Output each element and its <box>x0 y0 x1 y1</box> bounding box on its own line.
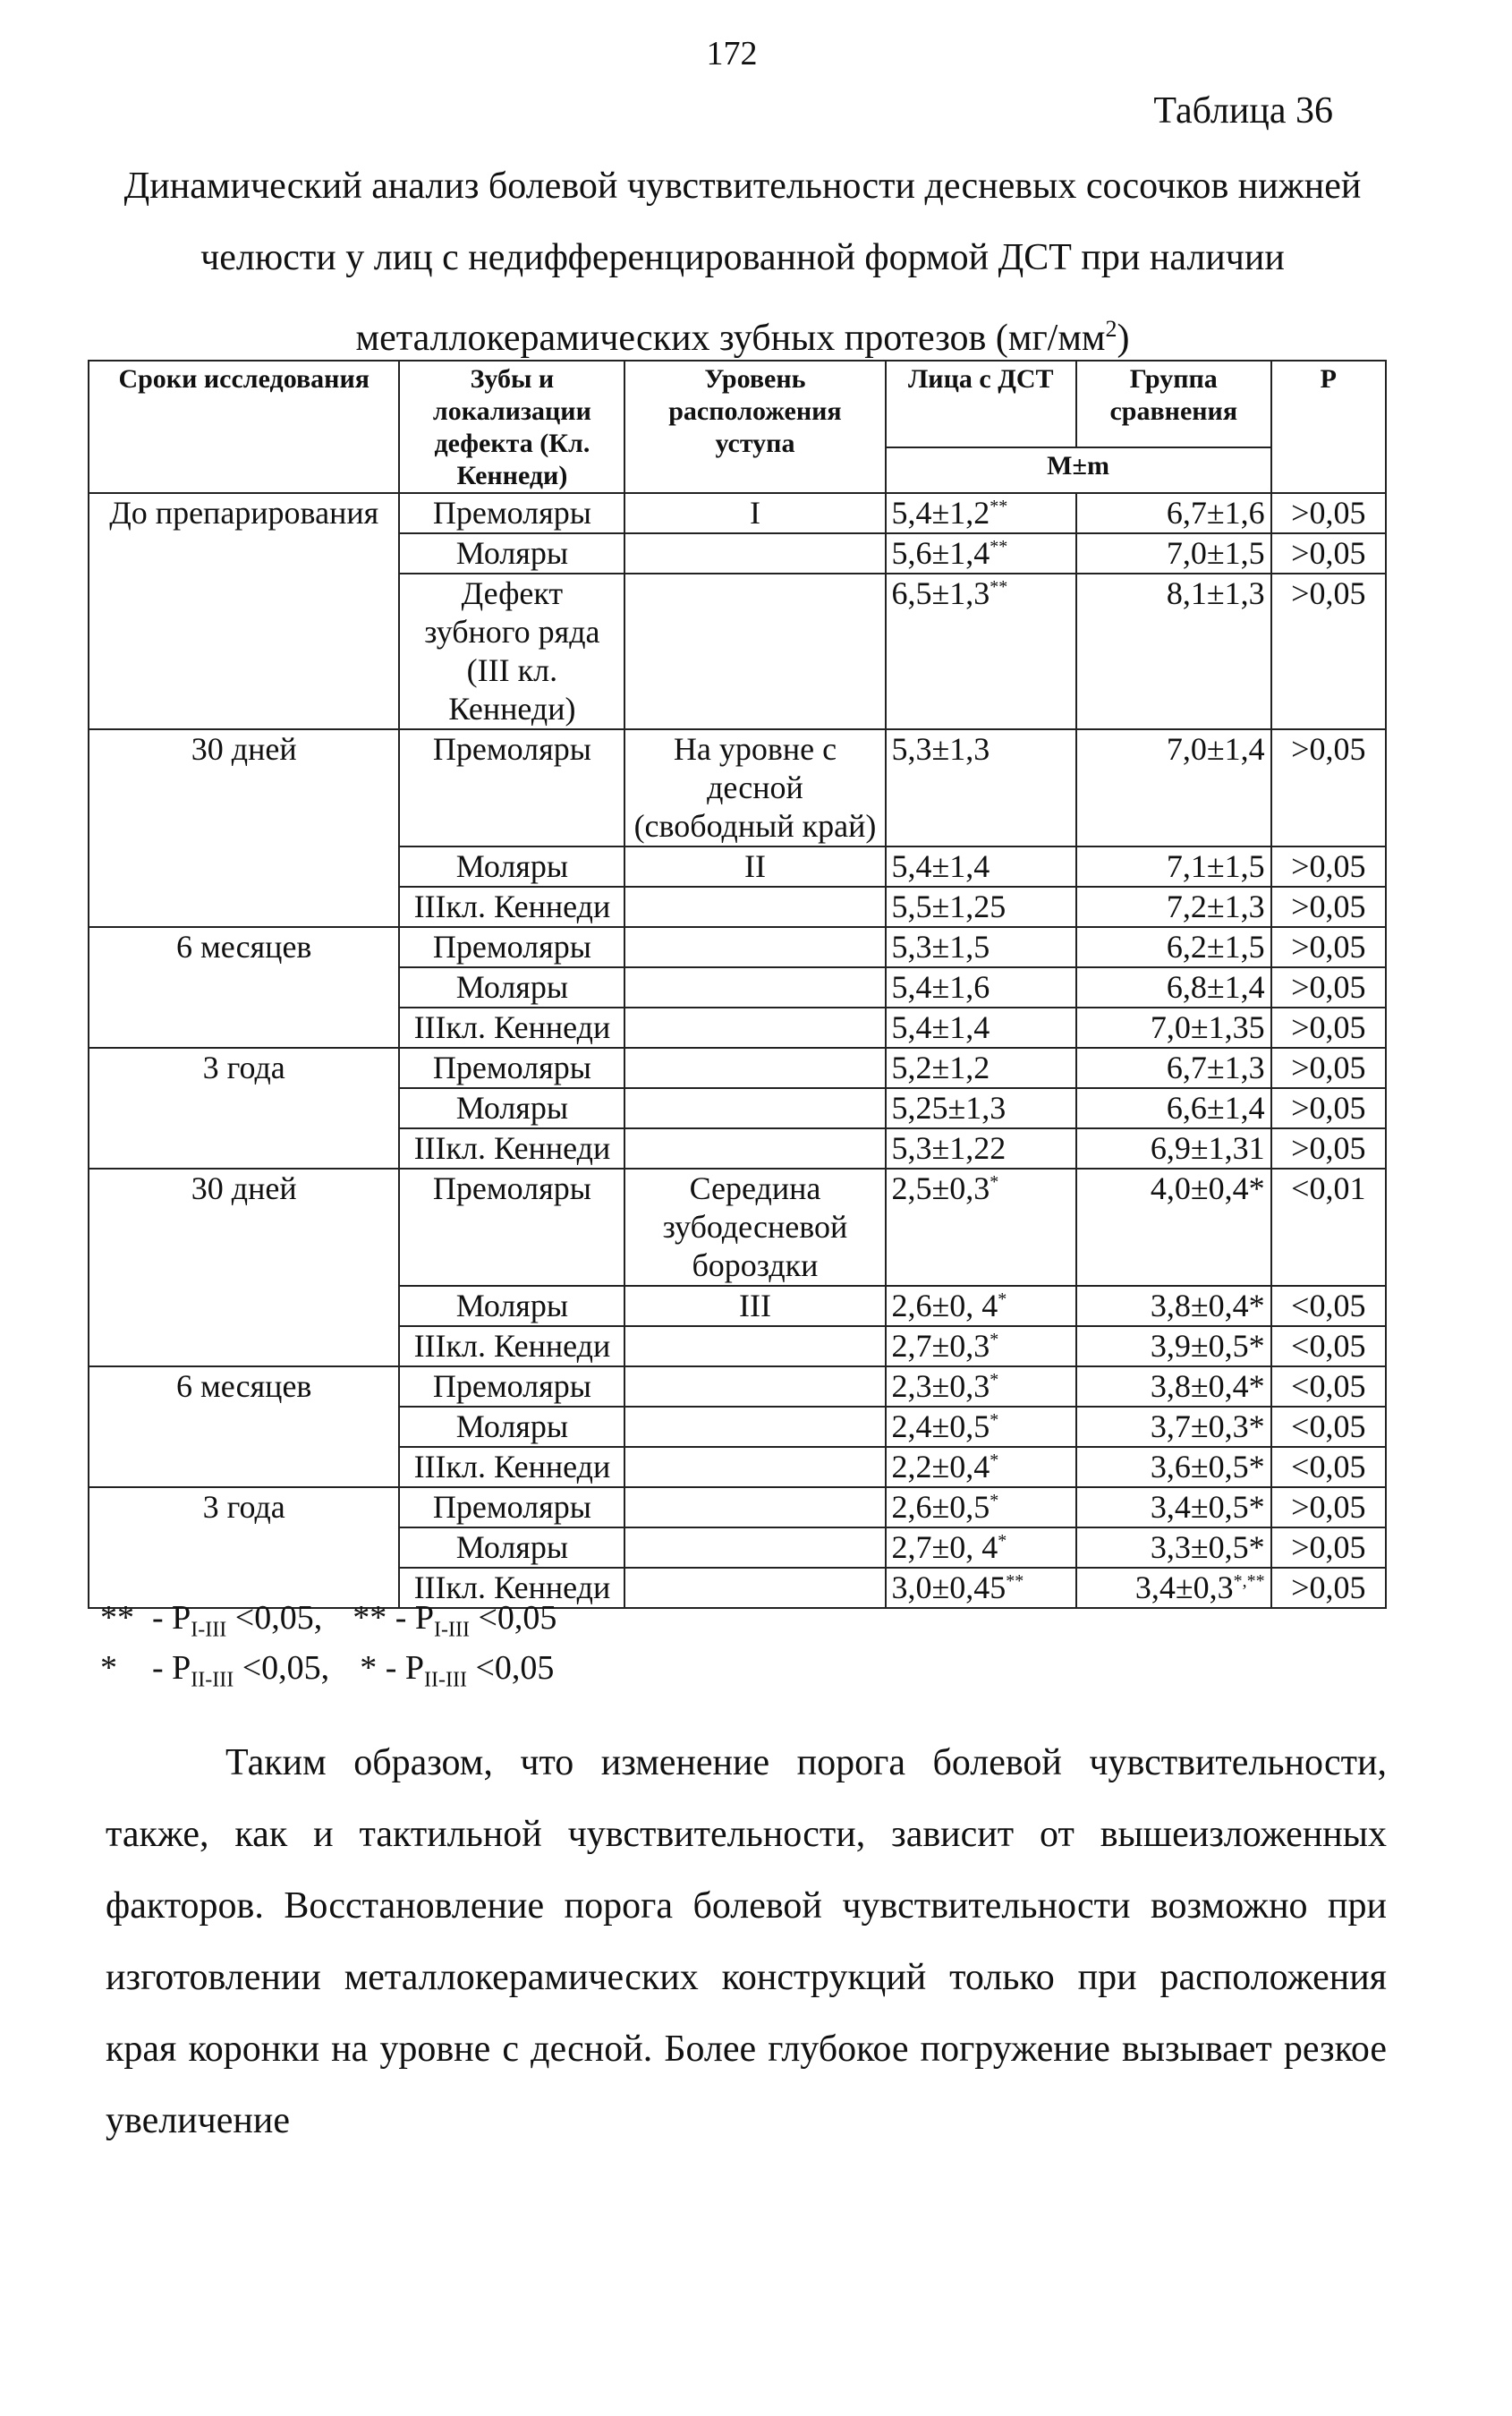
header-teeth: Зубы и локализации дефекта (Кл. Кеннеди) <box>399 361 624 493</box>
cell-teeth: Моляры <box>399 967 624 1008</box>
footnote-line <box>100 1643 556 1693</box>
cell-compare-value: 3,9±0,5* <box>1150 1328 1265 1364</box>
cell-compare <box>1076 729 1271 846</box>
footnote-text: <0,05 <box>466 1649 555 1687</box>
table-row <box>89 927 1386 967</box>
cell-dst-value: 3,0±0,45 <box>891 1570 1007 1605</box>
cell-dst <box>886 967 1076 1008</box>
cell-dst <box>886 927 1076 967</box>
cell-dst-mark: * <box>990 1410 999 1430</box>
cell-compare-value: 6,8±1,4 <box>1166 969 1265 1005</box>
cell-teeth: IIIкл. Кеннеди <box>399 1447 624 1487</box>
cell-p: <0,05 <box>1271 1447 1386 1487</box>
cell-level <box>624 1128 885 1169</box>
table-row <box>89 493 1386 533</box>
cell-dst <box>886 1048 1076 1088</box>
cell-dst <box>886 1447 1076 1487</box>
cell-compare-value: 7,0±1,5 <box>1166 535 1265 571</box>
cell-teeth: Моляры <box>399 1286 624 1326</box>
cell-level <box>624 1008 885 1048</box>
cell-level <box>624 1366 885 1407</box>
cell-dst-value: 6,5±1,3 <box>891 575 990 611</box>
cell-dst <box>886 493 1076 533</box>
body-text <box>106 1727 1387 2157</box>
cell-compare <box>1076 1128 1271 1169</box>
cell-compare <box>1076 967 1271 1008</box>
cell-p: >0,05 <box>1271 967 1386 1008</box>
cell-dst-value: 5,4±1,6 <box>891 969 990 1005</box>
cell-compare-value: 3,6±0,5* <box>1150 1449 1265 1484</box>
cell-dst-mark: * <box>990 1172 999 1192</box>
cell-dst-mark: * <box>990 1330 999 1349</box>
cell-dst <box>886 1487 1076 1527</box>
cell-level <box>624 533 885 574</box>
cell-p: <0,05 <box>1271 1286 1386 1326</box>
cell-p: >0,05 <box>1271 1088 1386 1128</box>
cell-term: 3 года <box>89 1048 399 1169</box>
cell-compare-value: 3,7±0,3* <box>1150 1408 1265 1444</box>
cell-compare <box>1076 1527 1271 1568</box>
cell-compare-value: 8,1±1,3 <box>1166 575 1265 611</box>
cell-dst-value: 5,4±1,2 <box>891 495 990 531</box>
cell-compare <box>1076 1008 1271 1048</box>
footnotes <box>100 1593 556 1693</box>
table-row <box>89 1366 1386 1407</box>
cell-dst <box>886 1008 1076 1048</box>
cell-compare-value: 7,1±1,5 <box>1166 848 1265 884</box>
cell-compare-value: 6,2±1,5 <box>1166 929 1265 965</box>
cell-level <box>624 574 885 729</box>
footnote-sub: II-III <box>191 1668 234 1692</box>
cell-dst-mark: * <box>990 1370 999 1390</box>
data-table <box>88 360 1387 1609</box>
cell-term: 30 дней <box>89 729 399 927</box>
footnote-text: <0,05, <box>226 1599 323 1637</box>
footnote-text: - P <box>152 1649 191 1687</box>
footnote-text: - P <box>395 1599 434 1637</box>
cell-compare <box>1076 1048 1271 1088</box>
cell-p: >0,05 <box>1271 1048 1386 1088</box>
cell-teeth: IIIкл. Кеннеди <box>399 1128 624 1169</box>
cell-teeth: Премоляры <box>399 729 624 846</box>
cell-teeth: IIIкл. Кеннеди <box>399 887 624 927</box>
cell-dst <box>886 1088 1076 1128</box>
cell-teeth: Моляры <box>399 1527 624 1568</box>
header-p: P <box>1271 361 1386 493</box>
cell-p: <0,05 <box>1271 1326 1386 1366</box>
cell-compare <box>1076 1407 1271 1447</box>
footnote-mark: * <box>360 1649 378 1687</box>
table-label: Таблица 36 <box>1153 90 1333 132</box>
page-number: 172 <box>706 35 758 72</box>
cell-dst <box>886 1366 1076 1407</box>
cell-p: >0,05 <box>1271 729 1386 846</box>
cell-level <box>624 1048 885 1088</box>
cell-dst <box>886 1128 1076 1169</box>
cell-p: >0,05 <box>1271 533 1386 574</box>
cell-teeth: Премоляры <box>399 1169 624 1286</box>
cell-compare <box>1076 533 1271 574</box>
footnote-text: <0,05 <box>469 1599 557 1637</box>
cell-teeth: Премоляры <box>399 493 624 533</box>
cell-term: 3 года <box>89 1487 399 1608</box>
cell-compare-value: 6,9±1,31 <box>1150 1130 1265 1166</box>
cell-teeth: IIIкл. Кеннеди <box>399 1568 624 1608</box>
cell-dst-mark: * <box>998 1531 1007 1551</box>
cell-p: >0,05 <box>1271 1128 1386 1169</box>
cell-dst-mark: ** <box>990 577 1008 597</box>
cell-dst <box>886 574 1076 729</box>
cell-compare <box>1076 927 1271 967</box>
cell-dst-value: 5,3±1,5 <box>891 929 990 965</box>
cell-compare-value: 6,6±1,4 <box>1166 1090 1265 1126</box>
cell-dst-value: 2,7±0, 4 <box>891 1529 998 1565</box>
footnote-sub: I-III <box>434 1618 470 1642</box>
cell-compare-value: 3,4±0,3 <box>1134 1570 1234 1605</box>
cell-p: <0,05 <box>1271 1407 1386 1447</box>
cell-dst <box>886 1407 1076 1447</box>
cell-level <box>624 1527 885 1568</box>
cell-compare <box>1076 1326 1271 1366</box>
cell-dst-mark: ** <box>990 537 1008 557</box>
cell-teeth: Моляры <box>399 1407 624 1447</box>
cell-compare <box>1076 1088 1271 1128</box>
cell-term: 6 месяцев <box>89 927 399 1048</box>
cell-dst-mark: * <box>990 1491 999 1510</box>
header-dst: Лица с ДСТ <box>886 361 1076 447</box>
cell-compare-value: 3,3±0,5* <box>1150 1529 1265 1565</box>
cell-compare-value: 3,8±0,4* <box>1150 1288 1265 1323</box>
cell-dst <box>886 887 1076 927</box>
cell-term: 30 дней <box>89 1169 399 1366</box>
cell-dst <box>886 1326 1076 1366</box>
cell-term: 6 месяцев <box>89 1366 399 1487</box>
cell-dst-value: 5,4±1,4 <box>891 848 990 884</box>
cell-p: <0,05 <box>1271 1366 1386 1407</box>
cell-dst-mark: ** <box>990 497 1008 516</box>
cell-dst <box>886 1169 1076 1286</box>
cell-compare <box>1076 493 1271 533</box>
cell-dst <box>886 1568 1076 1608</box>
table-row <box>89 1169 1386 1286</box>
cell-teeth: Моляры <box>399 533 624 574</box>
cell-compare <box>1076 574 1271 729</box>
cell-dst-mark: * <box>998 1289 1007 1309</box>
cell-compare <box>1076 1169 1271 1286</box>
footnote-text: - P <box>385 1649 424 1687</box>
cell-compare <box>1076 1447 1271 1487</box>
cell-p: >0,05 <box>1271 846 1386 887</box>
cell-term: До препарирования <box>89 493 399 729</box>
cell-dst <box>886 1286 1076 1326</box>
cell-compare-value: 7,2±1,3 <box>1166 889 1265 924</box>
cell-dst <box>886 533 1076 574</box>
table-title <box>89 150 1396 374</box>
cell-dst-value: 2,7±0,3 <box>891 1328 990 1364</box>
cell-level <box>624 1447 885 1487</box>
cell-dst-value: 5,4±1,4 <box>891 1009 990 1045</box>
cell-compare <box>1076 1568 1271 1608</box>
cell-level: Середина зубодесневой бороздки <box>624 1169 885 1286</box>
cell-dst-value: 5,2±1,2 <box>891 1050 990 1085</box>
cell-level: II <box>624 846 885 887</box>
cell-dst <box>886 729 1076 846</box>
cell-compare-value: 3,4±0,5* <box>1150 1489 1265 1525</box>
cell-level: III <box>624 1286 885 1326</box>
cell-dst-value: 5,25±1,3 <box>891 1090 1007 1126</box>
cell-teeth: Премоляры <box>399 1366 624 1407</box>
cell-dst <box>886 846 1076 887</box>
header-level: Уровень расположения уступа <box>624 361 885 493</box>
footnote-mark: ** <box>353 1599 387 1637</box>
cell-dst-value: 2,4±0,5 <box>891 1408 990 1444</box>
footnote-text: - P <box>152 1599 191 1637</box>
table-title-sup: 2 <box>1105 316 1117 342</box>
cell-level: I <box>624 493 885 533</box>
header-term: Сроки исследования <box>89 361 399 493</box>
cell-level <box>624 887 885 927</box>
footnote-sub: II-III <box>423 1668 467 1692</box>
cell-teeth: IIIкл. Кеннеди <box>399 1326 624 1366</box>
cell-level <box>624 1407 885 1447</box>
cell-dst-value: 2,6±0,5 <box>891 1489 990 1525</box>
cell-p: >0,05 <box>1271 887 1386 927</box>
table-row <box>89 1487 1386 1527</box>
footnote-sub: I-III <box>191 1618 227 1642</box>
cell-teeth: Премоляры <box>399 927 624 967</box>
cell-p: >0,05 <box>1271 493 1386 533</box>
cell-level <box>624 927 885 967</box>
table-title-suffix: ) <box>1117 318 1130 359</box>
cell-level <box>624 1487 885 1527</box>
cell-teeth: Премоляры <box>399 1048 624 1088</box>
cell-compare <box>1076 846 1271 887</box>
header-mm: M±m <box>886 447 1271 493</box>
cell-compare <box>1076 1487 1271 1527</box>
cell-compare-value: 4,0±0,4* <box>1150 1170 1265 1206</box>
cell-dst-value: 2,6±0, 4 <box>891 1288 998 1323</box>
footnote-mark: * <box>100 1649 117 1687</box>
header-compare: Группа сравнения <box>1076 361 1271 447</box>
cell-dst-value: 2,2±0,4 <box>891 1449 990 1484</box>
cell-teeth: Премоляры <box>399 1487 624 1527</box>
footnote-text: <0,05, <box>234 1649 330 1687</box>
cell-dst-value: 5,3±1,3 <box>891 731 990 767</box>
cell-compare-value: 7,0±1,4 <box>1166 731 1265 767</box>
cell-level <box>624 1088 885 1128</box>
cell-dst-value: 5,3±1,22 <box>891 1130 1007 1166</box>
cell-compare-value: 6,7±1,6 <box>1166 495 1265 531</box>
cell-teeth: Моляры <box>399 1088 624 1128</box>
cell-dst-mark: * <box>990 1450 999 1470</box>
body-paragraph: Таким образом, что изменение порога болевой чувствительности, также, как и тактильной чувствительности, зависит от вышеизложенных факторов. Восстановление порога болевой чувствительности возможно при изготовлении металлокерамических конструкций только при расположения края коронки на уровне с десной. Более глубокое погружение вызывает резкое увеличение <box>106 1742 1387 2141</box>
cell-compare-value: 6,7±1,3 <box>1166 1050 1265 1085</box>
cell-dst-value: 2,3±0,3 <box>891 1368 990 1404</box>
cell-p: <0,01 <box>1271 1169 1386 1286</box>
cell-dst-value: 5,6±1,4 <box>891 535 990 571</box>
cell-level <box>624 967 885 1008</box>
cell-compare-value: 7,0±1,35 <box>1150 1009 1265 1045</box>
cell-compare-value: 3,8±0,4* <box>1150 1368 1265 1404</box>
cell-teeth: IIIкл. Кеннеди <box>399 1008 624 1048</box>
cell-level: На уровне с десной (свободный край) <box>624 729 885 846</box>
cell-dst-value: 2,5±0,3 <box>891 1170 990 1206</box>
cell-teeth: Дефект зубного ряда (III кл. Кеннеди) <box>399 574 624 729</box>
cell-dst-mark: ** <box>1006 1571 1024 1591</box>
cell-teeth: Моляры <box>399 846 624 887</box>
cell-compare-mark: *,** <box>1233 1571 1265 1591</box>
cell-p: >0,05 <box>1271 574 1386 729</box>
cell-p: >0,05 <box>1271 1487 1386 1527</box>
cell-dst-value: 5,5±1,25 <box>891 889 1007 924</box>
table-body <box>89 493 1386 1608</box>
cell-compare <box>1076 1286 1271 1326</box>
table-row <box>89 1048 1386 1088</box>
footnote-line <box>100 1593 556 1643</box>
cell-p: >0,05 <box>1271 927 1386 967</box>
table-row <box>89 729 1386 846</box>
cell-level <box>624 1568 885 1608</box>
cell-p: >0,05 <box>1271 1568 1386 1608</box>
cell-compare <box>1076 1366 1271 1407</box>
cell-compare <box>1076 887 1271 927</box>
cell-dst <box>886 1527 1076 1568</box>
cell-p: >0,05 <box>1271 1527 1386 1568</box>
footnote-mark: ** <box>100 1599 134 1637</box>
cell-level <box>624 1326 885 1366</box>
table-title-text: Динамический анализ болевой чувствительности десневых сосочков нижней челюсти у лиц с недифференцированной формой ДСТ при наличии металлокерамических зубных протезов (мг/мм <box>123 166 1362 359</box>
cell-p: >0,05 <box>1271 1008 1386 1048</box>
